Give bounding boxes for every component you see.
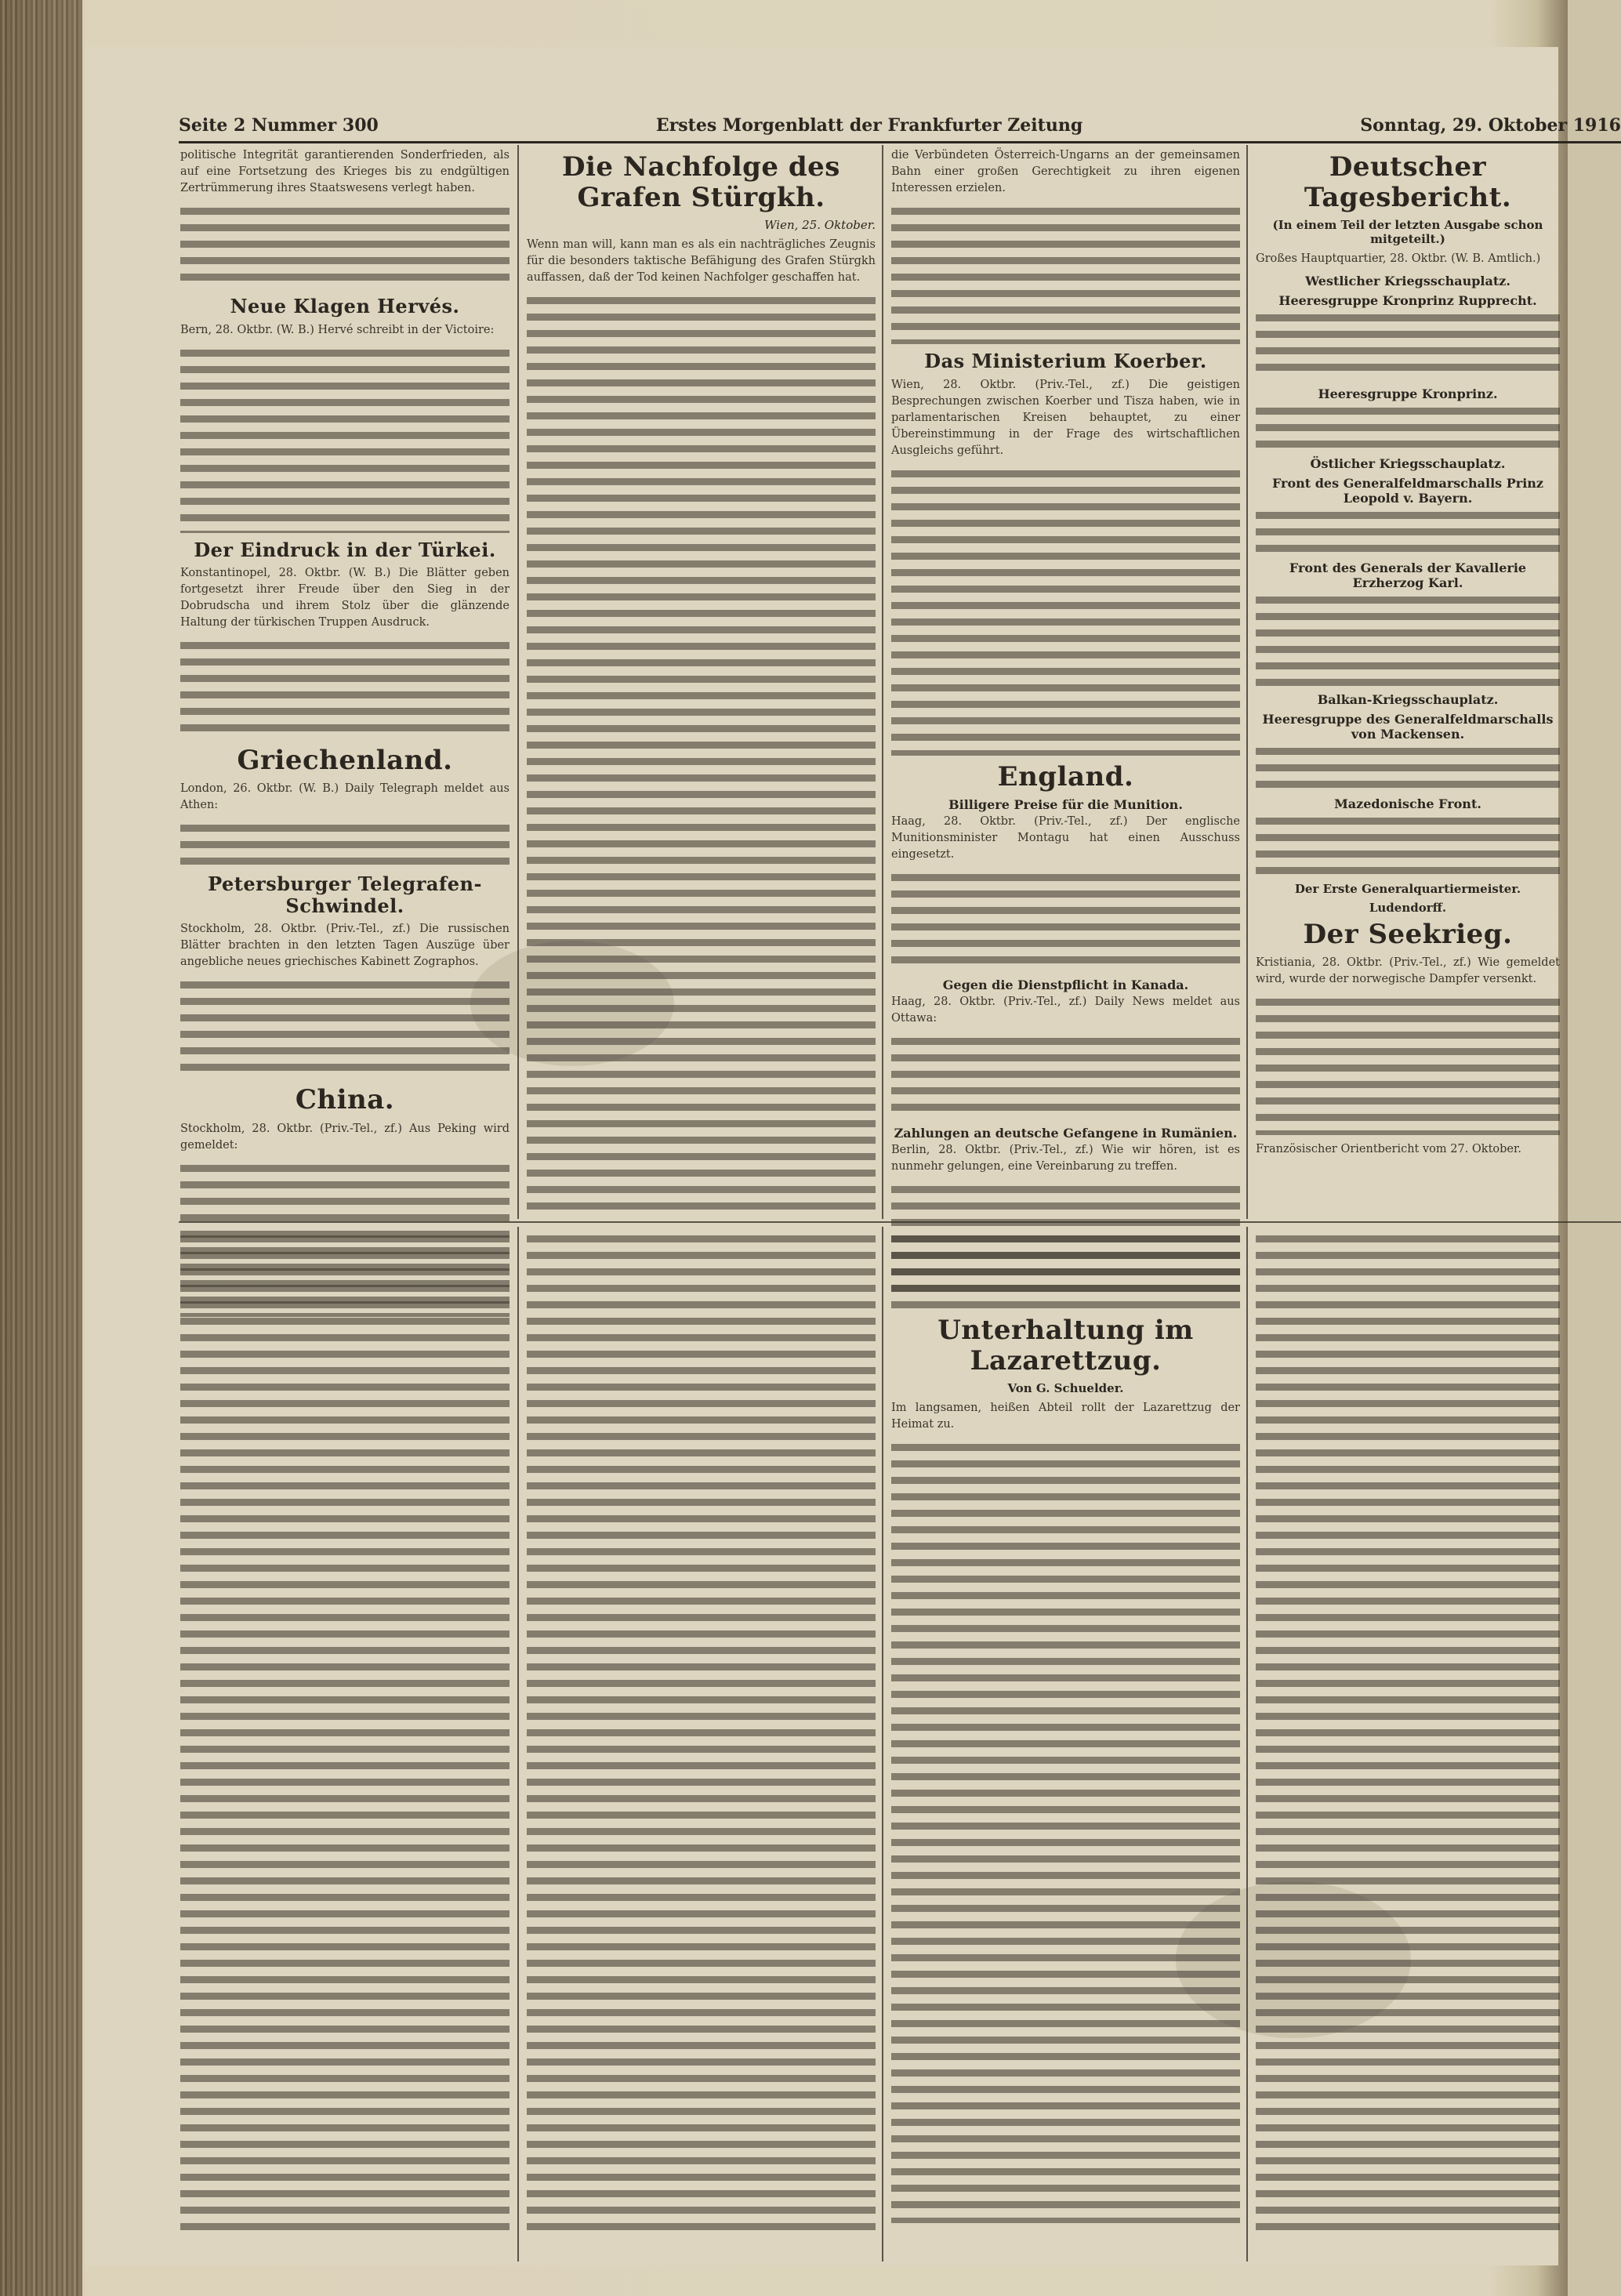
- body-text: [1256, 403, 1560, 450]
- body-text: [527, 1231, 876, 2234]
- column-4: [1256, 147, 1560, 1217]
- headline-stuergkh: Die Nachfolge des Grafen Stürgkh.: [562, 151, 840, 214]
- feuilleton-column-4: [1256, 1231, 1560, 2258]
- body-text: [1256, 1231, 1560, 2234]
- article-fragment: politische Integrität garantierenden Sonderfrieden, als auf eine Fortsetzung des Krieges bis zu endgültigen Zertrümmerung ihres Staatswesens verlegt haben.: [180, 149, 510, 194]
- issue-date: Sonntag, 29. Oktober 1916: [1360, 115, 1621, 136]
- section-mackensen: Heeresgruppe des Generalfeldmarschalls von Mackensen.: [1262, 712, 1554, 742]
- dateline: Kristiania, 28. Oktbr. (Priv.-Tel., zf.) Wie gemeldet wird, wurde der norwegische Dampfer versenkt.: [1256, 956, 1560, 986]
- column-rule: [882, 1227, 883, 2262]
- author-byline: Von G. Schuelder.: [1007, 1381, 1124, 1396]
- dateline: Großes Hauptquartier, 28. Oktbr. (W. B. Amtlich.): [1256, 252, 1541, 266]
- body-text: [1256, 507, 1560, 554]
- section-west: Westlicher Kriegsschauplatz.: [1305, 274, 1510, 289]
- section-karl: Front des Generals der Kavallerie Erzherzog Karl.: [1289, 560, 1527, 591]
- feuilleton-column-2: [527, 1231, 876, 2258]
- headline-lazarettzug: Unterhaltung im Lazarettzug.: [937, 1315, 1194, 1377]
- dateline: Wien, 25. Oktober.: [764, 218, 876, 233]
- body-text: [1256, 310, 1560, 380]
- headline-seekrieg: Der Seekrieg.: [1303, 919, 1513, 951]
- body-text: [180, 203, 510, 289]
- section-rupprecht: Heeresgruppe Kronprinz Rupprecht.: [1278, 293, 1537, 309]
- article-fragment: die Verbündeten Österreich-Ungarns an der gemeinsamen Bahn einer großen Gerechtigkeit zu ihren eigenen Interessen erzielen.: [891, 149, 1240, 194]
- page-number: Seite 2 Nummer 300: [179, 115, 379, 136]
- column-1: [180, 147, 510, 1217]
- bottom-note: Französischer Orientbericht vom 27. Oktober.: [1256, 1143, 1521, 1156]
- column-rule: [882, 145, 883, 1219]
- headline-england: England.: [997, 760, 1134, 793]
- body-text: [891, 466, 1240, 756]
- note: (In einem Teil der letzten Ausgabe schon mitgeteilt.): [1272, 218, 1543, 247]
- column-3: [891, 147, 1240, 1217]
- body-text: [891, 1439, 1240, 2223]
- body-text: [891, 1231, 1240, 1309]
- body-text: [180, 345, 510, 533]
- feuilleton-column-3: [891, 1231, 1240, 2258]
- headline-griechenland: Griechenland.: [237, 745, 453, 777]
- book-binding: [0, 0, 82, 2296]
- newspaper-title: Erstes Morgenblatt der Frankfurter Zeitung: [655, 115, 1083, 136]
- section-ost: Östlicher Kriegsschauplatz.: [1310, 456, 1506, 472]
- dateline: Stockholm, 28. Oktbr. (Priv.-Tel., zf.) Die russischen Blätter brachten in den letzten Tagen Auszüge über angebliche neues griechisches Kabinett Zographos.: [180, 923, 510, 969]
- body-text: [1256, 994, 1560, 1135]
- headline-tuerkei: Der Eindruck in der Türkei.: [194, 538, 496, 561]
- body-text: [180, 637, 510, 739]
- section-leopold: Front des Generalfeldmarschalls Prinz Leopold v. Bayern.: [1271, 476, 1544, 506]
- dateline: Bern, 28. Oktbr. (W. B.) Hervé schreibt in der Victoire:: [180, 323, 495, 336]
- body-text: [1256, 743, 1560, 790]
- headline-koerber: Das Ministerium Koerber.: [924, 350, 1207, 372]
- signature-title: Der Erste Generalquartiermeister.: [1294, 882, 1521, 897]
- article-lead: Wenn man will, kann man es als ein nachträgliches Zeugnis für die besonders taktische Befähigung des Grafen Stürgkh auffassen, daß der Tod keinen Nachfolger geschaffen hat.: [527, 238, 876, 285]
- subheadline-munition: Billigere Preise für die Munition.: [948, 796, 1183, 812]
- feuilleton-column-1: [180, 1231, 510, 2258]
- body-text: [180, 977, 510, 1079]
- headline-kanada: Gegen die Dienstpflicht in Kanada.: [942, 977, 1189, 992]
- headline-petersburg: Petersburger Telegrafen-Schwindel.: [208, 872, 482, 917]
- headline-rumaenien: Zahlungen an deutsche Gefangene in Rumänien.: [894, 1125, 1238, 1141]
- body-text: [891, 1033, 1240, 1119]
- dateline: Wien, 28. Oktbr. (Priv.-Tel., zf.) Die geistigen Besprechungen zwischen Koerber und Tisza haben, wie in parlamentarischen Kreisen behauptet, zu einer Übereinstimmung in der Frage des wirtschaftlichen Ausgleichs geführt.: [891, 378, 1240, 457]
- signature-name: Ludendorff.: [1369, 901, 1447, 916]
- column-2: [527, 147, 876, 1217]
- dateline: Stockholm, 28. Oktbr. (Priv.-Tel., zf.) Aus Peking wird gemeldet:: [180, 1122, 510, 1152]
- section-balkan: Balkan-Kriegsschauplatz.: [1317, 692, 1499, 708]
- body-text: [1256, 813, 1560, 876]
- dateline: London, 26. Oktbr. (W. B.) Daily Telegraph meldet aus Athen:: [180, 782, 510, 812]
- body-text: [180, 1231, 510, 2234]
- column-rule: [517, 145, 519, 1219]
- headline-herve: Neue Klagen Hervés.: [230, 295, 460, 317]
- dateline: Haag, 28. Oktbr. (Priv.-Tel., zf.) Der englische Munitionsminister Montagu hat einen Ausschuss eingesetzt.: [891, 814, 1240, 861]
- column-rule: [1246, 145, 1248, 1219]
- dateline: Berlin, 28. Oktbr. (Priv.-Tel., zf.) Wie wir hören, ist es nunmehr gelungen, eine Vereinbarung zu treffen.: [891, 1143, 1240, 1173]
- dateline: Konstantinopel, 28. Oktbr. (W. B.) Die Blätter geben fortgesetzt ihrer Freude über den Sieg in der Dobrudscha und ihrem Stolz über die glänzende Haltung der türkischen Truppen Ausdruck.: [180, 567, 510, 629]
- masthead: [179, 110, 1621, 143]
- headline-tagesbericht: Deutscher Tagesbericht.: [1304, 151, 1512, 214]
- body-text: [1256, 592, 1560, 686]
- headline-china: China.: [295, 1084, 395, 1116]
- body-text: [527, 292, 876, 1217]
- column-rule: [517, 1227, 519, 2262]
- article-lead: Im langsamen, heißen Abteil rollt der Lazarettzug der Heimat zu.: [891, 1402, 1240, 1431]
- dateline: Haag, 28. Oktbr. (Priv.-Tel., zf.) Daily News meldet aus Ottawa:: [891, 995, 1240, 1025]
- body-text: [891, 203, 1240, 344]
- section-mazedonien: Mazedonische Front.: [1334, 796, 1481, 812]
- section-kronprinz: Heeresgruppe Kronprinz.: [1318, 386, 1498, 402]
- body-text: [891, 869, 1240, 971]
- body-text: [180, 820, 510, 867]
- column-rule: [1246, 1227, 1248, 2262]
